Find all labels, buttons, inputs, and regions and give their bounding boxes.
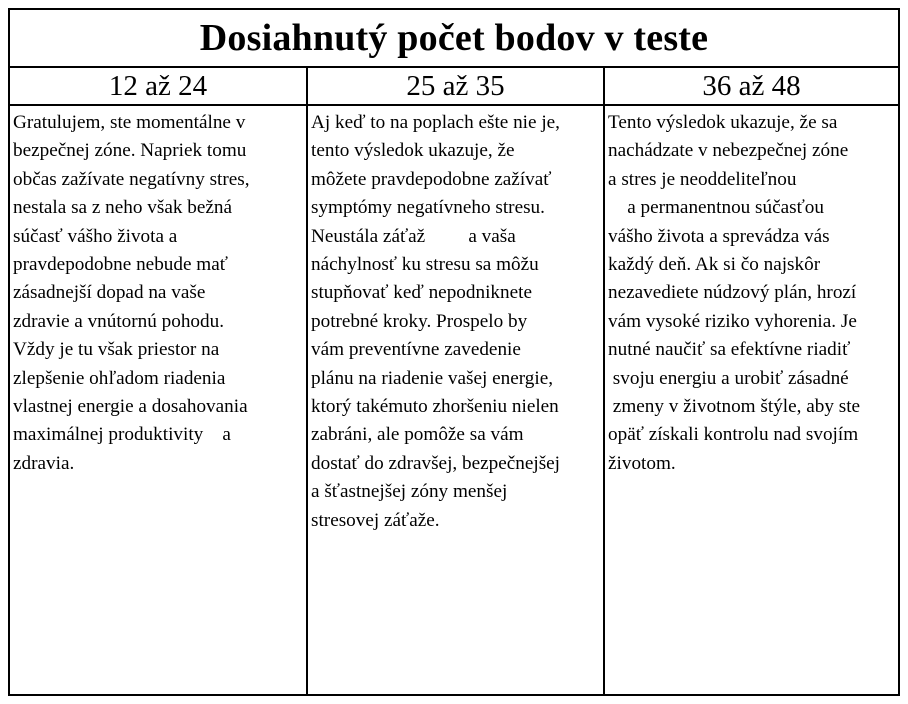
text-line: nutné naučiť sa efektívne riadiť xyxy=(608,339,851,361)
text-line: Vždy je tu však priestor na xyxy=(13,339,220,361)
text-line: zdravie a vnútornú pohodu. xyxy=(13,310,225,332)
text-line: svoju energiu a urobiť zásadné xyxy=(608,367,849,389)
text-line: opäť získali kontrolu nad svojím xyxy=(608,424,859,446)
text-line: Tento výsledok ukazuje, že sa xyxy=(608,112,838,133)
text-line: náchylnosť ku stresu sa môžu xyxy=(311,254,539,276)
text-line: pravdepodobne nebude mať xyxy=(13,254,228,276)
text-line: stresovej záťaže. xyxy=(311,509,440,531)
text-line: súčasť vášho života a xyxy=(13,225,178,247)
result-text-mid xyxy=(308,106,605,694)
result-text-high xyxy=(605,106,898,694)
text-line: zabráni, ale pomôže sa vám xyxy=(311,424,524,446)
range-header-low: 12 až 24 xyxy=(10,68,308,106)
text-line: Gratulujem, ste momentálne v xyxy=(13,112,246,133)
text-line: symptómy negatívneho stresu. xyxy=(311,197,545,219)
text-line: a stres je neoddeliteľnou xyxy=(608,168,797,190)
score-table xyxy=(8,8,900,696)
text-line: Aj keď to na poplach ešte nie je, xyxy=(311,112,560,133)
text-line: bezpečnej zóne. Napriek tomu xyxy=(13,140,247,162)
range-header-mid: 25 až 35 xyxy=(308,68,605,106)
text-line: a šťastnejšej zóny menšej xyxy=(311,481,508,503)
text-line: nachádzate v nebezpečnej zóne xyxy=(608,140,849,162)
text-line: maximálnej produktivity a xyxy=(13,424,231,446)
result-text-low xyxy=(10,106,308,694)
text-line: zdravia. xyxy=(13,452,75,474)
text-line: občas zažívate negatívny stres, xyxy=(13,168,250,190)
table-title: Dosiahnutý počet bodov v teste xyxy=(10,10,898,68)
text-line: životom. xyxy=(608,452,676,474)
text-line: vlastnej energie a dosahovania xyxy=(13,396,248,418)
text-line: a permanentnou súčasťou xyxy=(608,197,824,219)
text-line: vám preventívne zavedenie xyxy=(311,339,521,361)
text-line: zmeny v životnom štýle, aby ste xyxy=(608,396,861,418)
text-line: môžete pravdepodobne zažívať xyxy=(311,168,552,190)
text-line: každý deň. Ak si čo najskôr xyxy=(608,254,821,276)
text-line: zlepšenie ohľadom riadenia xyxy=(13,367,226,389)
range-header-high: 36 až 48 xyxy=(605,68,898,106)
text-line: zásadnejší dopad na vaše xyxy=(13,282,206,304)
text-line: stupňovať keď nepodniknete xyxy=(311,282,532,304)
text-line: vášho života a sprevádza vás xyxy=(608,225,830,247)
text-line: plánu na riadenie vašej energie, xyxy=(311,367,554,389)
text-line: nestala sa z neho však bežná xyxy=(13,197,232,219)
text-line: tento výsledok ukazuje, že xyxy=(311,140,515,162)
text-line: dostať do zdravšej, bezpečnejšej xyxy=(311,452,561,474)
text-line: vám vysoké riziko vyhorenia. Je xyxy=(608,310,857,332)
text-line: potrebné kroky. Prospelo by xyxy=(311,310,528,332)
text-line: Neustála záťaž a vaša xyxy=(311,225,516,247)
text-line: nezavediete núdzový plán, hrozí xyxy=(608,282,857,304)
text-line: ktorý takémuto zhoršeniu nielen xyxy=(311,396,559,418)
